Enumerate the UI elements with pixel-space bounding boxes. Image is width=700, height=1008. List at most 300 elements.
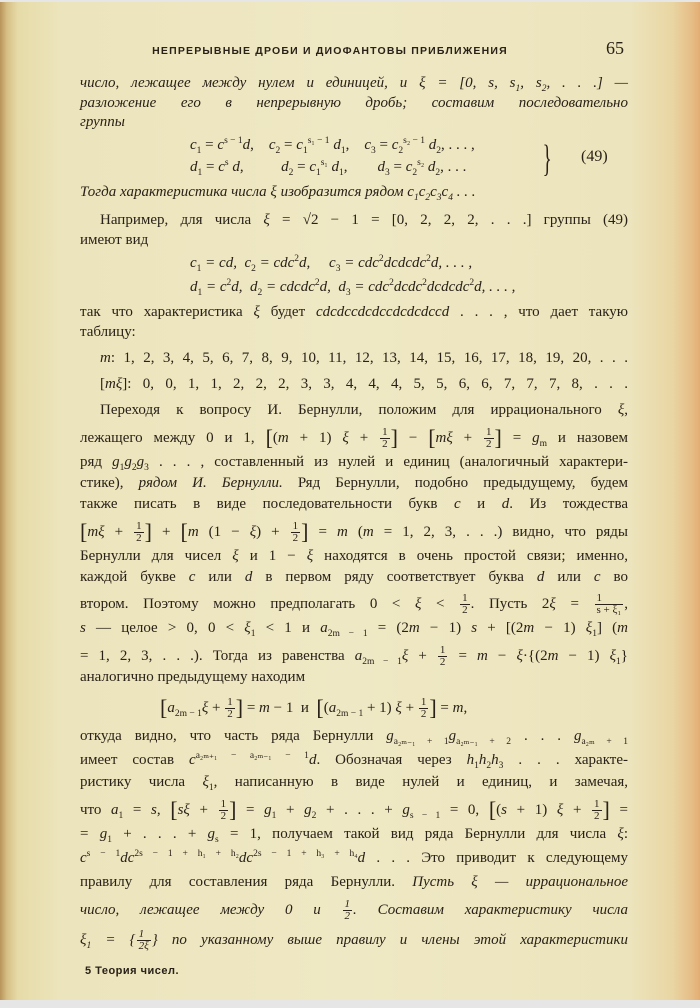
book-page	[0, 2, 700, 1000]
text-run: и назовем	[547, 429, 629, 446]
math-italic: mξ	[105, 376, 123, 392]
subscript: 2	[435, 168, 441, 178]
text-run: =	[243, 699, 260, 716]
subscript: 2	[275, 146, 281, 156]
text-run: =	[308, 523, 338, 540]
text-run: } по указанному выше правилу и члены этой характеристики	[151, 931, 628, 948]
text-line	[80, 644, 628, 668]
denominator: 2	[220, 810, 227, 822]
text-run: — целое > 0, 0 <	[85, 620, 245, 636]
superscript: s₂	[417, 158, 425, 168]
text-run: что	[80, 801, 112, 818]
superscript: 2	[294, 254, 300, 264]
footer-signature: 5 Теория чисел.	[85, 965, 180, 977]
text-run: (	[496, 801, 502, 818]
fraction	[137, 929, 151, 952]
math-italic: m	[277, 429, 289, 446]
text-run: находятся в очень простой связи; именно,	[313, 548, 628, 564]
math-italic: d	[190, 159, 198, 175]
text-run: =	[123, 801, 152, 818]
text-run: =	[201, 137, 218, 153]
fraction	[219, 799, 229, 822]
bracket: ]	[301, 518, 309, 544]
text-run: . . . , составленный из нулей и единиц (аналогичный характери-	[148, 454, 629, 470]
text-run: ·{(2	[522, 647, 548, 664]
text-run: : 1, 2, 3, 4, 5, 6, 7, 8, 9, 10, 11, 12, 13, 14, 15, 16, 17, 18, 19, 20, . . .	[110, 350, 628, 366]
text-run: ,	[250, 137, 269, 153]
subscript: 2	[412, 168, 418, 178]
text-run: таблицу:	[80, 324, 136, 340]
numerator: 1	[439, 644, 446, 656]
text-line	[80, 873, 628, 891]
math-italic: g	[112, 454, 120, 470]
text-run: . Обозначая через	[316, 752, 467, 768]
text-run: . . . характе-	[503, 752, 629, 768]
text-run: +	[189, 801, 218, 818]
subscript: 3	[370, 146, 376, 156]
text-run: имеет состав	[80, 752, 190, 768]
math-italic: cdcdccdcdccdcdcdccd	[315, 304, 450, 320]
math-italic: m	[408, 620, 420, 636]
math-italic: ξ	[306, 548, 314, 564]
text-run: стике),	[80, 475, 139, 491]
page-number: 65	[606, 38, 624, 58]
text-line	[80, 424, 629, 450]
math-italic: ξ	[556, 801, 564, 818]
math-italic: ξ	[395, 699, 402, 716]
text-line	[80, 303, 628, 321]
math-italic: dcdc	[393, 279, 423, 295]
text-line	[80, 94, 628, 112]
text-run: ]: 0, 0, 1, 1, 2, 2, 2, 3, 3, 4, 4, 4, 5, 5, 6, 6, 7, 7, 7, 8, . . .	[122, 376, 628, 392]
text-run: или	[195, 569, 245, 585]
math-italic: a	[111, 801, 119, 818]
math-italic: d	[228, 159, 240, 175]
text-run: ,	[624, 595, 628, 612]
subscript: 2	[311, 810, 317, 821]
superscript: 2	[314, 278, 320, 288]
subscript: 1	[86, 940, 92, 951]
equation-brace: }	[542, 138, 552, 180]
text-run: число, лежащее между 0 и	[80, 901, 342, 918]
superscript: s₂ − 1	[403, 136, 425, 146]
subscript: a₂ₘ₋₁ + 1	[393, 737, 449, 747]
math-italic: = cdc	[255, 255, 295, 271]
superscript: s	[224, 158, 229, 168]
denominator: 2	[382, 438, 388, 450]
math-italic: ξ	[232, 548, 239, 564]
subscript: 1	[118, 810, 124, 821]
math-italic: c	[188, 569, 196, 585]
bracket: [	[80, 518, 88, 544]
text-run: ξ	[80, 931, 87, 948]
text-run: ристику числа	[80, 774, 203, 790]
text-run: Бернулли для чисел	[80, 548, 233, 564]
math-italic: ξ	[401, 647, 409, 664]
text-run: = 0,	[440, 801, 489, 818]
text-run: c	[418, 184, 426, 200]
text-run: :	[623, 826, 628, 842]
math-italic: a	[320, 620, 328, 636]
fraction	[134, 521, 144, 544]
bracket: ]	[602, 796, 610, 822]
bracket: ]	[235, 694, 244, 720]
text-run: . Пусть 2	[470, 595, 550, 612]
math-italic: d	[190, 279, 198, 295]
fraction	[380, 427, 390, 450]
text-line	[80, 668, 628, 686]
math-italic: g	[304, 801, 312, 818]
subscript: 1	[302, 146, 308, 156]
text-run: ] (	[596, 620, 618, 636]
math-italic: d	[327, 159, 339, 175]
math-italic: d	[242, 137, 251, 153]
text-run: +	[348, 429, 380, 446]
text-run: . . . Это приводит к следующему	[365, 850, 628, 866]
text-run: лежащего между 0 и 1,	[80, 429, 266, 446]
text-line	[80, 773, 628, 791]
math-italic: g	[532, 429, 540, 446]
superscript: 2	[378, 254, 384, 264]
text-run: группы	[80, 114, 125, 130]
subscript: 1	[339, 168, 344, 178]
text-run: Например, для числа	[100, 212, 264, 228]
superscript: s₁ − 1	[307, 136, 330, 146]
text-run: = 1, 2, 3, . . .) видно, что ряды	[373, 523, 629, 540]
subscript: 1	[315, 168, 321, 178]
math-italic: d, c	[299, 255, 336, 271]
text-run: c	[441, 184, 449, 200]
math-italic: g	[386, 728, 394, 744]
math-italic: d	[425, 137, 437, 153]
fraction	[484, 427, 494, 450]
text-run: откуда видно, что часть ряда Бернулли	[80, 728, 387, 744]
math-italic: ξ	[202, 774, 209, 790]
math-italic: m	[476, 647, 488, 664]
math-italic: a	[354, 647, 363, 664]
text-run: =	[436, 699, 453, 716]
text-run: =	[236, 801, 265, 818]
math-italic: s	[151, 801, 157, 818]
subscript: a₂ₘ + 1	[581, 737, 628, 747]
math-italic: ξ	[415, 595, 422, 612]
subscript: 2	[251, 264, 256, 274]
text-run: + . . . +	[111, 826, 208, 842]
text-run: ) +	[256, 523, 290, 540]
subscript: 2m − 1	[336, 708, 364, 719]
text-run: <	[421, 595, 460, 612]
text-run: Тогда характеристика числа ξ изобразится рядом c	[80, 184, 414, 200]
subscript: 3	[335, 264, 341, 274]
subscript: 1	[413, 193, 419, 203]
text-run: , . . .] —	[546, 75, 628, 91]
math-italic: s	[80, 620, 86, 636]
math-italic: a	[328, 699, 337, 716]
denominator: 2	[420, 708, 427, 720]
math-italic: g	[207, 826, 216, 842]
math-italic: c	[80, 850, 87, 866]
subscript: 3	[498, 761, 504, 771]
text-run: − 1)	[534, 620, 586, 636]
subscript: 2	[398, 146, 404, 156]
subscript: 1	[340, 146, 346, 156]
math-italic: d, . . . ,	[430, 255, 473, 271]
text-run: ряд	[80, 454, 113, 470]
numerator: 1	[595, 593, 624, 605]
text-run: =	[375, 137, 392, 153]
text-line	[80, 547, 628, 565]
math-italic: ξ	[244, 620, 251, 636]
fraction	[225, 697, 235, 720]
math-italic: d, d	[319, 279, 346, 295]
math-italic: g	[124, 454, 132, 470]
text-run: −	[487, 647, 517, 664]
math-italic: = cdc	[340, 255, 379, 271]
text-run: + 1)	[507, 801, 557, 818]
superscript: 2	[469, 278, 475, 288]
text-line	[100, 375, 628, 393]
text-line	[80, 727, 628, 745]
text-line	[80, 796, 628, 822]
text-run: и	[460, 496, 502, 512]
denominator: 2	[486, 438, 492, 450]
text-run: . . . , что дает такую	[449, 304, 628, 320]
math-italic: sξ	[177, 801, 190, 818]
text-run: ,	[239, 159, 282, 175]
text-run: . Из тождества	[509, 496, 629, 512]
text-line	[80, 113, 628, 131]
text-run: Переходя к вопросу И. Бернулли, положим для иррационального	[100, 402, 618, 418]
text-line	[80, 495, 628, 513]
text-run: аналогично предыдущему находим	[80, 669, 306, 685]
math-italic: ξ	[549, 595, 556, 612]
math-italic: d, d	[231, 279, 258, 295]
math-italic: d	[536, 569, 545, 585]
numerator: 1	[382, 426, 388, 438]
fraction	[595, 593, 624, 616]
subscript: 2	[257, 288, 263, 298]
numerator: 1	[486, 426, 492, 438]
text-line	[80, 231, 628, 249]
math-italic: dcdcdc	[383, 255, 427, 271]
fraction	[343, 899, 353, 922]
text-run: . . .	[511, 728, 574, 744]
text-run: , . . . ,	[441, 137, 475, 153]
text-run: =	[555, 595, 594, 612]
denominator: 2	[594, 810, 600, 822]
text-run: (	[323, 699, 329, 716]
text-run: < 1 и	[255, 620, 321, 636]
text-run: =	[448, 647, 477, 664]
text-run: = √2 − 1 = [0, 2, 2, 2, . . .] группы (49)	[269, 212, 628, 228]
subscript: 2	[131, 463, 137, 473]
math-italic: рядом И. Бернулли.	[138, 475, 283, 491]
bracket: ]	[429, 694, 437, 720]
subscript: 1	[592, 629, 597, 639]
text-line	[80, 183, 628, 201]
text-run: = 1, получаем такой вид ряда Бернулли для числа	[218, 826, 618, 842]
subscript: 1	[515, 84, 521, 94]
bracket: [	[180, 518, 188, 544]
text-run: втором. Поэтому можно предполагать 0 <	[80, 595, 415, 612]
superscript: 2	[422, 278, 427, 288]
text-run: +	[276, 801, 305, 818]
math-italic: ξ	[263, 212, 270, 228]
bracket: [	[316, 694, 324, 720]
text-line	[80, 928, 628, 952]
math-italic: ξ	[609, 647, 617, 664]
math-italic: d	[377, 159, 385, 175]
subscript: 1	[616, 656, 621, 667]
math-italic: m	[523, 620, 535, 636]
text-line	[190, 136, 628, 154]
text-line	[80, 619, 628, 637]
math-italic: ξ	[342, 429, 349, 446]
bracket: ]	[144, 518, 152, 544]
math-italic: c	[218, 159, 225, 175]
subscript: 1	[250, 629, 256, 639]
subscript: 2	[436, 146, 441, 156]
math-italic: mξ	[435, 429, 453, 446]
bracket: ]	[494, 424, 502, 450]
text-run: − 1 и	[269, 699, 317, 716]
math-italic: d	[244, 569, 253, 585]
math-italic: m	[259, 699, 270, 716]
denominator: 2	[136, 532, 142, 544]
text-run: , . . .	[440, 159, 467, 175]
text-line	[100, 401, 628, 419]
text-run: =	[501, 429, 533, 446]
math-italic: g	[264, 801, 272, 818]
math-italic: h	[478, 752, 487, 768]
math-italic: ξ	[516, 647, 523, 664]
math-italic: = cdcdc	[262, 279, 315, 295]
text-run: =	[202, 159, 219, 175]
subscript: 2m − 1	[362, 656, 402, 667]
text-run: (	[272, 429, 278, 446]
math-italic: ξ	[201, 699, 209, 716]
subscript: s − 1	[409, 810, 441, 821]
math-italic: m	[337, 523, 348, 540]
math-italic: dcdcdc	[426, 279, 470, 295]
math-italic: ξ	[617, 826, 624, 842]
numerator: 1	[462, 592, 468, 604]
math-italic: d	[329, 137, 341, 153]
text-run: − 1)	[419, 620, 472, 636]
math-italic: dc	[120, 850, 135, 866]
math-italic: c	[364, 137, 371, 153]
text-line	[80, 323, 628, 341]
superscript: 2	[226, 278, 232, 288]
text-run: число, лежащее между нулем и единицей, и ξ = [0, s, s	[80, 75, 516, 91]
text-run: +	[151, 523, 181, 540]
text-run: = {	[91, 931, 136, 948]
math-italic: d	[357, 850, 366, 866]
text-run: +	[401, 699, 418, 716]
math-italic: s	[501, 801, 507, 818]
text-run: будет	[259, 304, 316, 320]
subscript: s	[215, 835, 219, 845]
math-italic: ξ	[617, 402, 625, 418]
subscript: 4	[448, 193, 453, 203]
text-run: + [(2	[477, 620, 524, 636]
bracket: [	[170, 796, 178, 822]
text-run: =	[389, 159, 406, 175]
text-run: имеют вид	[80, 232, 149, 248]
text-run: + 1)	[363, 699, 396, 716]
text-run: ,	[156, 801, 171, 818]
text-line	[190, 278, 628, 296]
math-italic: d	[424, 159, 436, 175]
subscript: 2	[541, 84, 547, 94]
subscript: 1	[119, 463, 125, 473]
bracket: [	[428, 424, 436, 450]
text-run: −	[397, 429, 429, 446]
text-line	[80, 568, 628, 586]
text-run: (	[347, 523, 363, 540]
text-run: во	[600, 569, 628, 585]
text-run: [	[100, 376, 105, 392]
text-run: +	[208, 699, 225, 716]
superscript: 2s − 1 + h₃ + h₄	[253, 849, 358, 859]
subscript: 3	[345, 288, 351, 298]
math-italic: m	[362, 523, 374, 540]
math-italic: h	[466, 752, 475, 768]
superscript: a₂ₘ₊₁ − a₂ₘ₋₁ − 1	[195, 751, 309, 761]
subscript: 1	[197, 168, 203, 178]
text-run: = 1, 2, 3, . . .). Тогда из равенства	[80, 647, 355, 664]
math-italic: ξ	[253, 304, 260, 320]
bracket: ]	[390, 424, 398, 450]
superscript: s − 1	[224, 136, 243, 146]
numerator: 1	[136, 520, 142, 532]
math-italic: c	[217, 137, 225, 153]
math-italic: g	[573, 728, 582, 744]
bracket: [	[265, 424, 273, 450]
superscript: s₁	[320, 158, 328, 168]
math-italic: dc	[238, 850, 254, 866]
math-italic: c	[391, 137, 399, 153]
text-run: − 1)	[558, 647, 610, 664]
superscript: s − 1	[86, 849, 121, 859]
subscript: 3	[385, 168, 390, 178]
subscript: 1	[474, 761, 479, 771]
numerator: 1	[227, 696, 233, 708]
math-italic: c	[296, 137, 303, 153]
denominator: 2	[227, 708, 233, 720]
text-run: +	[563, 801, 592, 818]
bracket: ]	[229, 796, 237, 822]
numerator: 1	[220, 798, 227, 810]
math-italic: c	[593, 569, 601, 585]
text-line	[80, 453, 628, 471]
numerator: 1	[594, 798, 600, 810]
text-line	[80, 518, 629, 544]
subscript: 1	[196, 146, 202, 156]
text-line	[80, 849, 628, 867]
equation-number: (49)	[581, 148, 608, 165]
math-italic: c	[190, 137, 197, 153]
text-run: +	[452, 429, 484, 446]
text-run: c	[430, 184, 437, 200]
text-line	[160, 694, 628, 720]
text-run: =	[80, 826, 100, 842]
text-run: каждой букве	[80, 569, 189, 585]
math-italic: m	[187, 523, 199, 540]
text-run: ,	[345, 137, 365, 153]
text-line	[100, 211, 628, 229]
math-italic: s	[471, 620, 478, 636]
